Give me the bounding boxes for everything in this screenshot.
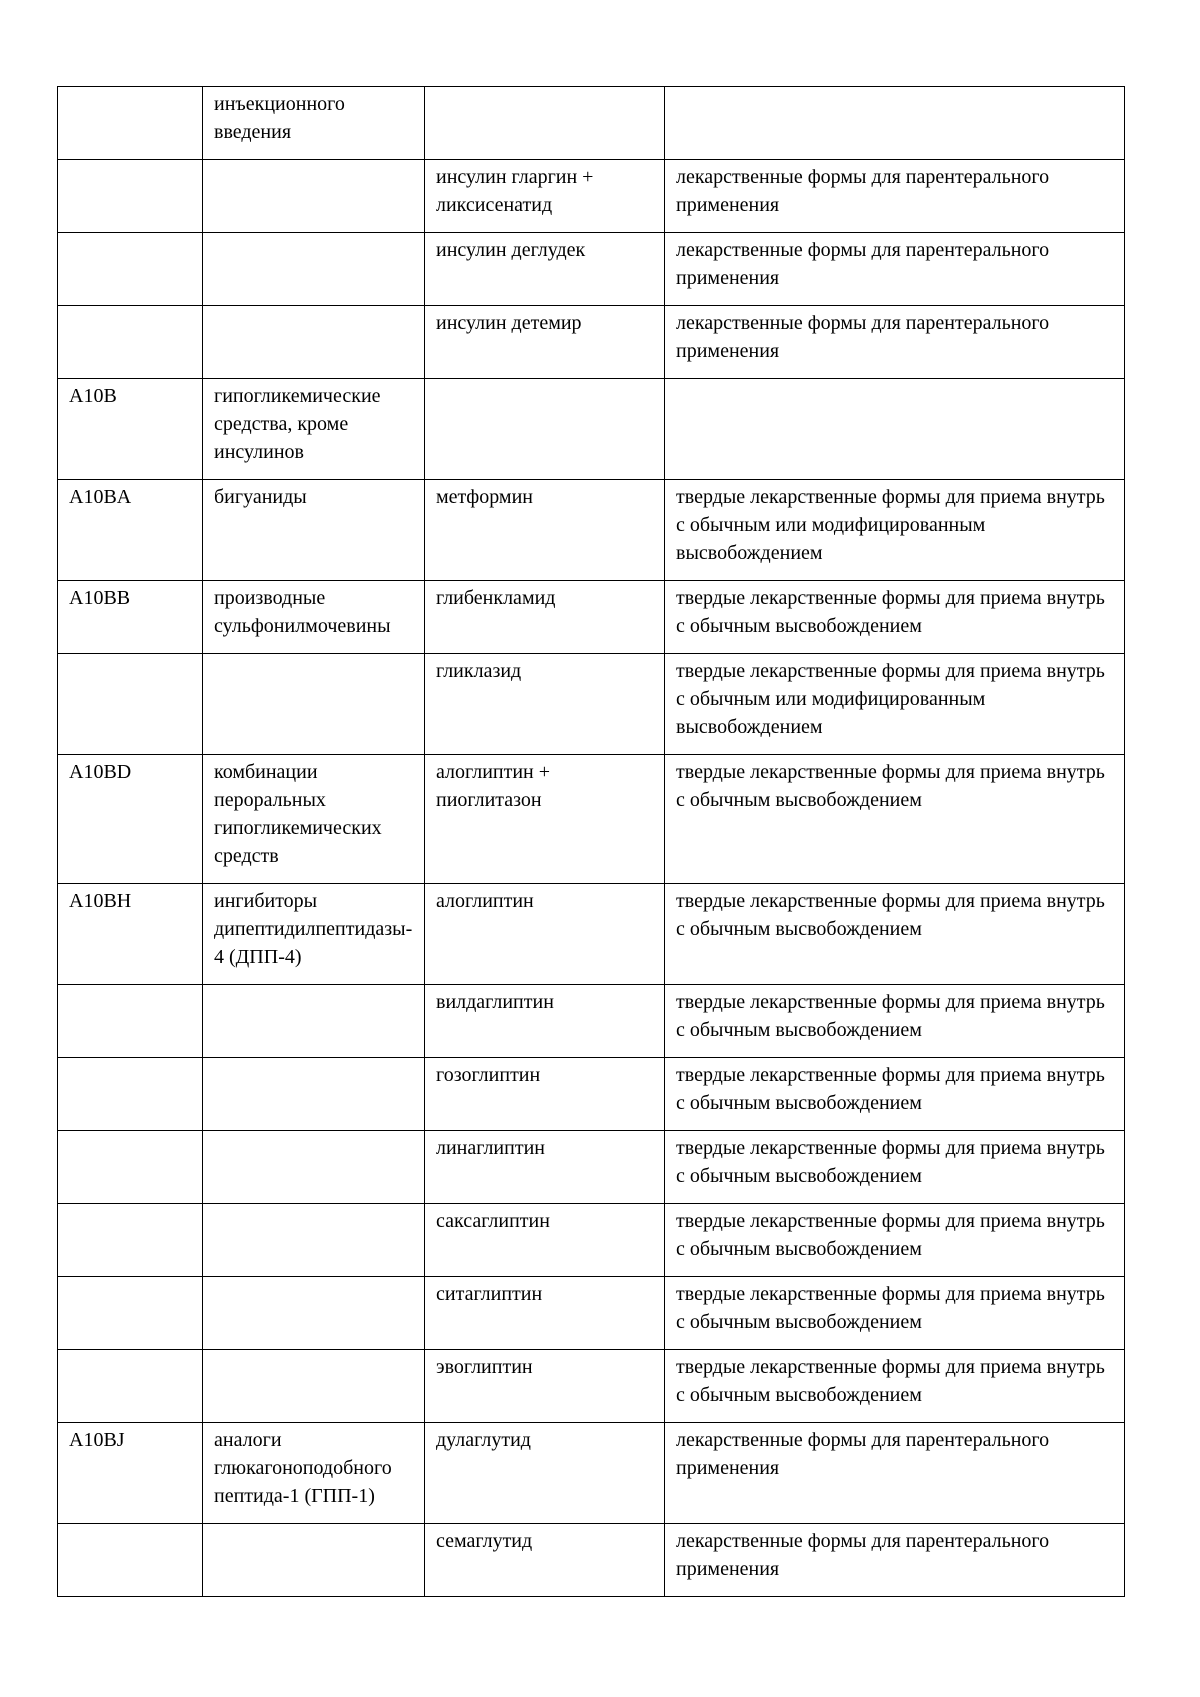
table-row	[58, 160, 1125, 233]
table-row	[58, 1131, 1125, 1204]
atc-code-cell	[58, 233, 203, 306]
drug-name-cell: гозоглиптин	[425, 1058, 665, 1131]
drug-name-cell	[425, 87, 665, 160]
anatomical-group-cell	[203, 654, 425, 755]
dosage-form-cell: твердые лекарственные формы для приема внутрь с обычным высвобождением	[665, 1058, 1125, 1131]
anatomical-group-cell: аналоги глюкагоноподобного пептида-1 (ГПП-1)	[203, 1423, 425, 1524]
dosage-form-cell: твердые лекарственные формы для приема внутрь с обычным или модифицированным высвобождением	[665, 654, 1125, 755]
anatomical-group-cell	[203, 1131, 425, 1204]
table-row	[58, 884, 1125, 985]
anatomical-group-cell	[203, 1058, 425, 1131]
dosage-form-cell: твердые лекарственные формы для приема внутрь с обычным высвобождением	[665, 581, 1125, 654]
dosage-form-cell: твердые лекарственные формы для приема внутрь с обычным высвобождением	[665, 1277, 1125, 1350]
dosage-form-cell: твердые лекарственные формы для приема внутрь с обычным высвобождением	[665, 985, 1125, 1058]
drug-name-cell: глибенкламид	[425, 581, 665, 654]
table-row	[58, 1350, 1125, 1423]
drug-name-cell: гликлазид	[425, 654, 665, 755]
dosage-form-cell: лекарственные формы для парентерального применения	[665, 160, 1125, 233]
anatomical-group-cell	[203, 1277, 425, 1350]
dosage-form-cell: лекарственные формы для парентерального применения	[665, 1524, 1125, 1597]
drug-name-cell: метформин	[425, 480, 665, 581]
dosage-form-cell	[665, 87, 1125, 160]
table-row	[58, 985, 1125, 1058]
dosage-form-cell: твердые лекарственные формы для приема внутрь с обычным высвобождением	[665, 884, 1125, 985]
atc-code-cell	[58, 87, 203, 160]
drug-name-cell: алоглиптин	[425, 884, 665, 985]
anatomical-group-cell	[203, 1350, 425, 1423]
anatomical-group-cell: бигуаниды	[203, 480, 425, 581]
anatomical-group-cell: инъекционного введения	[203, 87, 425, 160]
dosage-form-cell: твердые лекарственные формы для приема внутрь с обычным высвобождением	[665, 1350, 1125, 1423]
atc-code-cell	[58, 160, 203, 233]
atc-code-cell	[58, 1058, 203, 1131]
drug-name-cell: дулаглутид	[425, 1423, 665, 1524]
anatomical-group-cell	[203, 160, 425, 233]
table-row	[58, 480, 1125, 581]
drug-name-cell: линаглиптин	[425, 1131, 665, 1204]
dosage-form-cell: лекарственные формы для парентерального применения	[665, 306, 1125, 379]
table-row	[58, 1058, 1125, 1131]
drug-name-cell: инсулин детемир	[425, 306, 665, 379]
drug-name-cell: ситаглиптин	[425, 1277, 665, 1350]
dosage-form-cell: твердые лекарственные формы для приема внутрь с обычным высвобождением	[665, 755, 1125, 884]
atc-code-cell	[58, 1350, 203, 1423]
table-row	[58, 233, 1125, 306]
anatomical-group-cell: ингибиторы дипептидилпептидазы-4 (ДПП-4)	[203, 884, 425, 985]
table-row	[58, 1204, 1125, 1277]
atc-code-cell	[58, 985, 203, 1058]
table-row	[58, 1277, 1125, 1350]
atc-code-cell	[58, 1204, 203, 1277]
table-row	[58, 87, 1125, 160]
drug-name-cell: вилдаглиптин	[425, 985, 665, 1058]
atc-code-cell: A10BJ	[58, 1423, 203, 1524]
drug-name-cell: семаглутид	[425, 1524, 665, 1597]
atc-code-cell	[58, 654, 203, 755]
table-row	[58, 654, 1125, 755]
table-row	[58, 1524, 1125, 1597]
anatomical-group-cell: гипогликемические средства, кроме инсулинов	[203, 379, 425, 480]
atc-code-cell	[58, 1277, 203, 1350]
dosage-form-cell	[665, 379, 1125, 480]
table-row	[58, 1423, 1125, 1524]
drug-name-cell: саксаглиптин	[425, 1204, 665, 1277]
atc-code-cell	[58, 306, 203, 379]
anatomical-group-cell	[203, 985, 425, 1058]
drug-name-cell: инсулин деглудек	[425, 233, 665, 306]
atc-code-cell	[58, 1131, 203, 1204]
atc-code-cell: A10BA	[58, 480, 203, 581]
table-row	[58, 379, 1125, 480]
dosage-form-cell: твердые лекарственные формы для приема внутрь с обычным высвобождением	[665, 1131, 1125, 1204]
dosage-form-cell: лекарственные формы для парентерального применения	[665, 233, 1125, 306]
drug-classification-table	[57, 86, 1125, 1597]
dosage-form-cell: твердые лекарственные формы для приема внутрь с обычным высвобождением	[665, 1204, 1125, 1277]
table-row	[58, 755, 1125, 884]
anatomical-group-cell	[203, 1524, 425, 1597]
dosage-form-cell: лекарственные формы для парентерального применения	[665, 1423, 1125, 1524]
anatomical-group-cell: комбинации пероральных гипогликемических средств	[203, 755, 425, 884]
table-row	[58, 581, 1125, 654]
anatomical-group-cell: производные сульфонилмочевины	[203, 581, 425, 654]
atc-code-cell: A10BD	[58, 755, 203, 884]
table-row	[58, 306, 1125, 379]
atc-code-cell: A10BB	[58, 581, 203, 654]
dosage-form-cell: твердые лекарственные формы для приема внутрь с обычным или модифицированным высвобождением	[665, 480, 1125, 581]
anatomical-group-cell	[203, 306, 425, 379]
anatomical-group-cell	[203, 233, 425, 306]
drug-name-cell: алоглиптин + пиоглитазон	[425, 755, 665, 884]
anatomical-group-cell	[203, 1204, 425, 1277]
drug-name-cell: инсулин гларгин + ликсисенатид	[425, 160, 665, 233]
atc-code-cell: A10B	[58, 379, 203, 480]
atc-code-cell: A10BH	[58, 884, 203, 985]
drug-name-cell	[425, 379, 665, 480]
drug-name-cell: эвоглиптин	[425, 1350, 665, 1423]
atc-code-cell	[58, 1524, 203, 1597]
